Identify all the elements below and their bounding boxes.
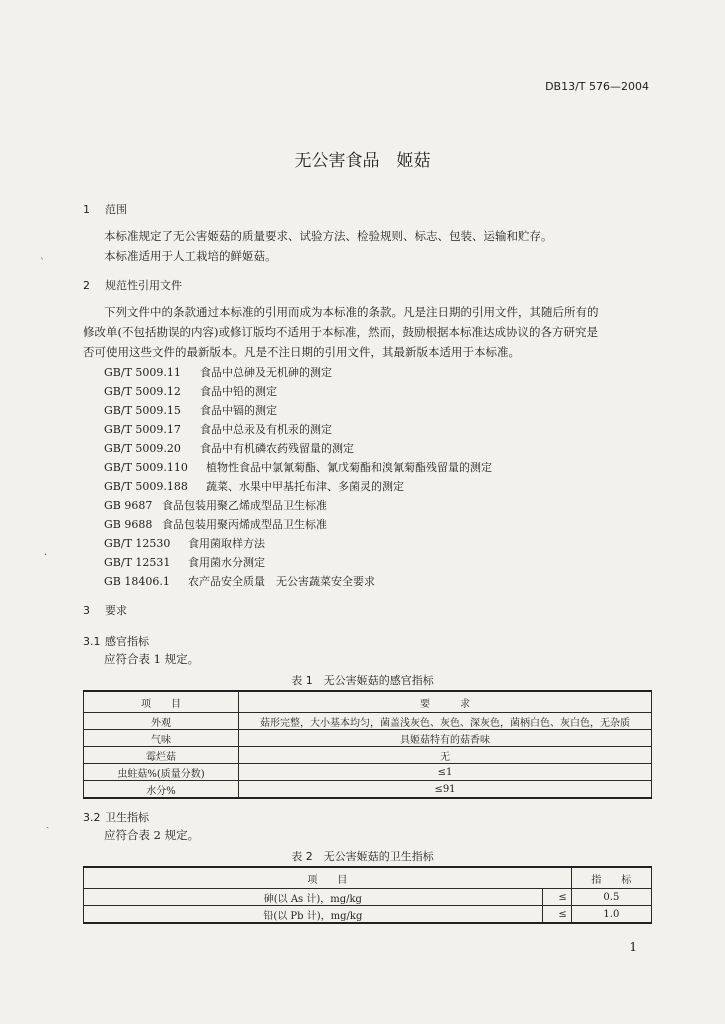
- table-row: 铅(以 Pb 计)，mg/kg ≤ 1.0: [84, 906, 652, 924]
- table-1-header-requirement: 要 求: [239, 691, 652, 713]
- reference-item: GB/T 5009.15 食品中镉的测定: [104, 404, 277, 417]
- table-2-caption: 表 2 无公害姬菇的卫生指标: [291, 850, 434, 863]
- reference-item: GB/T 5009.17 食品中总汞及有机汞的测定: [104, 423, 332, 436]
- table-1-caption: 表 1 无公害姬菇的感官指标: [291, 674, 434, 687]
- section-3-1-heading: 3.1 感官指标: [83, 635, 149, 648]
- section-3-heading: 3 要求: [83, 604, 127, 617]
- section-1-para-2: 本标准适用于人工栽培的鲜姬菇。: [104, 249, 277, 263]
- table-row: 外观 菇形完整，大小基本均匀，菌盖浅灰色、灰色、深灰色，菌柄白色、灰白色，无杂质: [84, 713, 652, 730]
- scan-mark: ˎ: [46, 818, 50, 829]
- table-row: 霉烂菇 无: [84, 747, 652, 764]
- document-title: 无公害食品 姬菇: [294, 151, 431, 171]
- table-row: 虫蛀菇%(质量分数) ≤1: [84, 764, 652, 781]
- reference-item: GB/T 5009.188 蔬菜、水果中甲基托布津、多菌灵的测定: [104, 480, 404, 493]
- section-3-2-text: 应符合表 2 规定。: [104, 828, 200, 842]
- scan-mark: ˋ: [40, 258, 45, 269]
- section-3-2-heading: 3.2 卫生指标: [83, 811, 149, 824]
- table-2-header-item: 项 目: [84, 867, 572, 889]
- table-row: 砷(以 As 计)，mg/kg ≤ 0.5: [84, 889, 652, 906]
- section-3-1-text: 应符合表 1 规定。: [104, 652, 200, 666]
- section-2-para-line-1: 下列文件中的条款通过本标准的引用而成为本标准的条款。凡是注日期的引用文件，其随后所有的: [104, 305, 599, 319]
- reference-item: GB 9687 食品包装用聚乙烯成型品卫生标准: [104, 499, 327, 512]
- hygiene-table: [83, 866, 652, 924]
- reference-item: GB/T 5009.12 食品中铅的测定: [104, 385, 277, 398]
- reference-item: GB/T 5009.11 食品中总砷及无机砷的测定: [104, 366, 332, 379]
- reference-item: GB/T 12530 食用菌取样方法: [104, 537, 265, 550]
- section-1-heading: 1 范围: [83, 203, 127, 216]
- reference-item: GB 9688 食品包装用聚丙烯成型品卫生标准: [104, 518, 327, 531]
- scan-mark: ·: [44, 550, 48, 561]
- section-2-para-line-2: 修改单(不包括勘误的内容)或修订版均不适用于本标准，然而，鼓励根据本标准达成协议的各方研究是: [83, 325, 598, 339]
- table-row: 气味 具姬菇特有的菇香味: [84, 730, 652, 747]
- page-number: 1: [629, 940, 637, 954]
- reference-item: GB/T 5009.110 植物性食品中氯氰菊酯、氰戊菊酯和溴氰菊酯残留量的测定: [104, 461, 492, 474]
- table-1-header-item: 项 目: [84, 691, 239, 713]
- reference-item: GB 18406.1 农产品安全质量 无公害蔬菜安全要求: [104, 575, 375, 588]
- reference-item: GB/T 5009.20 食品中有机磷农药残留量的测定: [104, 442, 354, 455]
- section-2-para-line-3: 否可使用这些文件的最新版本。凡是不注日期的引用文件，其最新版本适用于本标准。: [83, 345, 520, 359]
- section-2-heading: 2 规范性引用文件: [83, 279, 182, 292]
- standard-code: DB13/T 576—2004: [545, 80, 649, 93]
- sensory-table: [83, 690, 652, 799]
- table-2-header-index: 指 标: [571, 867, 651, 889]
- reference-item: GB/T 12531 食用菌水分测定: [104, 556, 265, 569]
- section-1-para-1: 本标准规定了无公害姬菇的质量要求、试验方法、检验规则、标志、包装、运输和贮存。: [104, 229, 553, 243]
- table-row: 水分% ≤91: [84, 781, 652, 799]
